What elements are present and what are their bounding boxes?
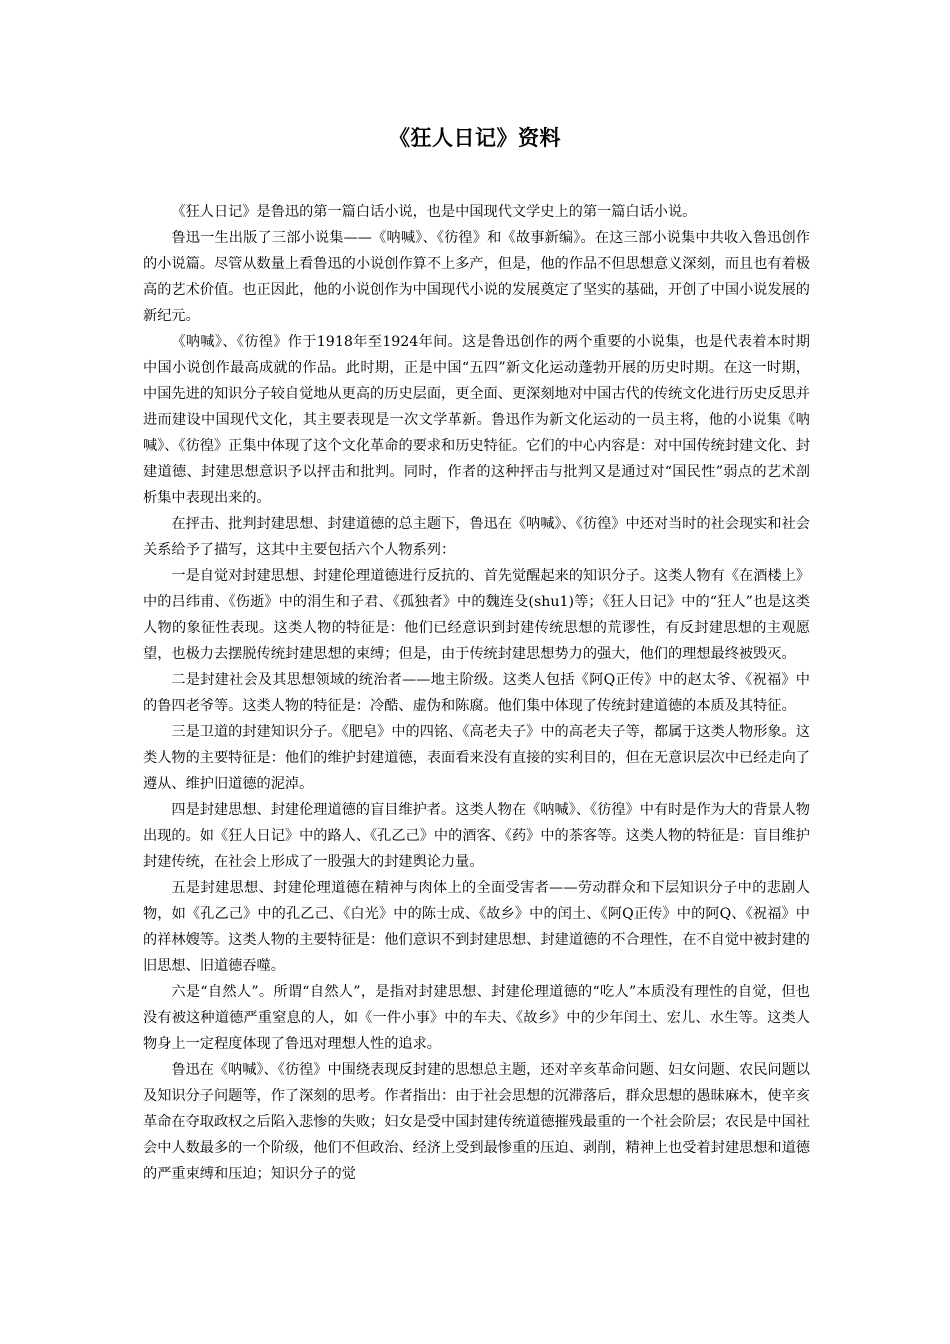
paragraph-9: 五是封建思想、封建伦理道德在精神与肉体上的全面受害者——劳动群众和下层知识分子中的悲剧人物，如《孔乙己》中的孔乙己、《白光》中的陈士成、《故乡》中的闰土、《阿Q正传》中的阿Q、《祝福》中的祥林嫂等。这类人物的主要特征是：他们意识不到封建思想、封建道德的不合理性，在不自觉中被封建的旧思想、旧道德吞噬。 <box>143 880 810 974</box>
document-body <box>143 199 810 1187</box>
document-title: 《狂人日记》资料 <box>389 125 561 150</box>
paragraph-8: 四是封建思想、封建伦理道德的盲目维护者。这类人物在《呐喊》、《彷徨》中有时是作为大的背景人物出现的。如《狂人日记》中的路人、《孔乙己》中的酒客、《药》中的茶客等。这类人物的特征是：盲目维护封建传统，在社会上形成了一股强大的封建舆论力量。 <box>143 802 810 870</box>
paragraph-4: 在抨击、批判封建思想、封建道德的总主题下，鲁迅在《呐喊》、《彷徨》中还对当时的社会现实和社会关系给予了描写，这其中主要包括六个人物系列： <box>143 516 810 558</box>
paragraph-6: 二是封建社会及其思想领域的统治者——地主阶级。这类人包括《阿Q正传》中的赵太爷、《祝福》中的鲁四老爷等。这类人物的特征是：冷酷、虚伪和陈腐。他们集中体现了传统封建道德的本质及其特征。 <box>143 672 810 714</box>
paragraph-1: 《狂人日记》是鲁迅的第一篇白话小说，也是中国现代文学史上的第一篇白话小说。 <box>171 204 697 220</box>
paragraph-11: 鲁迅在《呐喊》、《彷徨》中围绕表现反封建的思想总主题，还对辛亥革命问题、妇女问题、农民问题以及知识分子问题等，作了深刻的思考。作者指出：由于社会思想的沉滞落后，群众思想的愚昧麻木，使辛亥革命在夺取政权之后陷入悲惨的失败；妇女是受中国封建传统道德摧残最重的一个社会阶层；农民是中国社会中人数最多的一个阶级，他们不但政治、经济上受到最惨重的压迫、剥削，精神上也受着封建思想和道德的严重束缚和压迫；知识分子的觉 <box>143 1062 810 1182</box>
paragraph-10: 六是“自然人”。所谓“自然人”，是指对封建思想、封建伦理道德的“吃人”本质没有理性的自觉，但也没有被这种道德严重窒息的人，如《一件小事》中的车夫、《故乡》中的少年闰土、宏儿、水生等。这类人物身上一定程度体现了鲁迅对理想人性的追求。 <box>143 984 810 1052</box>
paragraph-2: 鲁迅一生出版了三部小说集——《呐喊》、《彷徨》和《故事新编》。在这三部小说集中共收入鲁迅创作的小说篇。尽管从数量上看鲁迅的小说创作算不上多产，但是，他的作品不但思想意义深刻，而且也有着极高的艺术价值。也正因此，他的小说创作为中国现代小说的发展奠定了坚实的基础，开创了中国小说发展的新纪元。 <box>143 230 810 324</box>
paragraph-5: 一是自觉对封建思想、封建伦理道德进行反抗的、首先觉醒起来的知识分子。这类人物有《在酒楼上》中的吕纬甫、《伤逝》中的涓生和子君、《孤独者》中的魏连殳(shu1)等；《狂人日记》中的“狂人”也是这类人物的象征性表现。这类人物的特征是：他们已经意识到封建传统思想的荒谬性，有反封建思想的主观愿望，也极力去摆脱传统封建思想的束缚；但是，由于传统封建思想势力的强大，他们的理想最终被毁灭。 <box>143 568 810 662</box>
paragraph-3: 《呐喊》、《彷徨》作于1918年至1924年间。这是鲁迅创作的两个重要的小说集，也是代表着本时期中国小说创作最高成就的作品。此时期，正是中国“五四”新文化运动蓬勃开展的历史时期。在这一时期，中国先进的知识分子较自觉地从更高的历史层面，更全面、更深刻地对中国古代的传统文化进行历史反思并进而建设中国现代文化，其主要表现是一次文学革新。鲁迅作为新文化运动的一员主将，他的小说集《呐喊》、《彷徨》正集中体现了这个文化革命的要求和历史特征。它们的中心内容是：对中国传统封建文化、封建道德、封建思想意识予以抨击和批判。同时，作者的这种抨击与批判又是通过对“国民性”弱点的艺术剖析集中表现出来的。 <box>143 334 810 506</box>
paragraph-7: 三是卫道的封建知识分子。《肥皂》中的四铭、《高老夫子》中的高老夫子等，都属于这类人物形象。这类人物的主要特征是：他们的维护封建道德，表面看来没有直接的实利目的，但在无意识层次中已经走向了遵从、维护旧道德的泥淖。 <box>143 724 810 792</box>
